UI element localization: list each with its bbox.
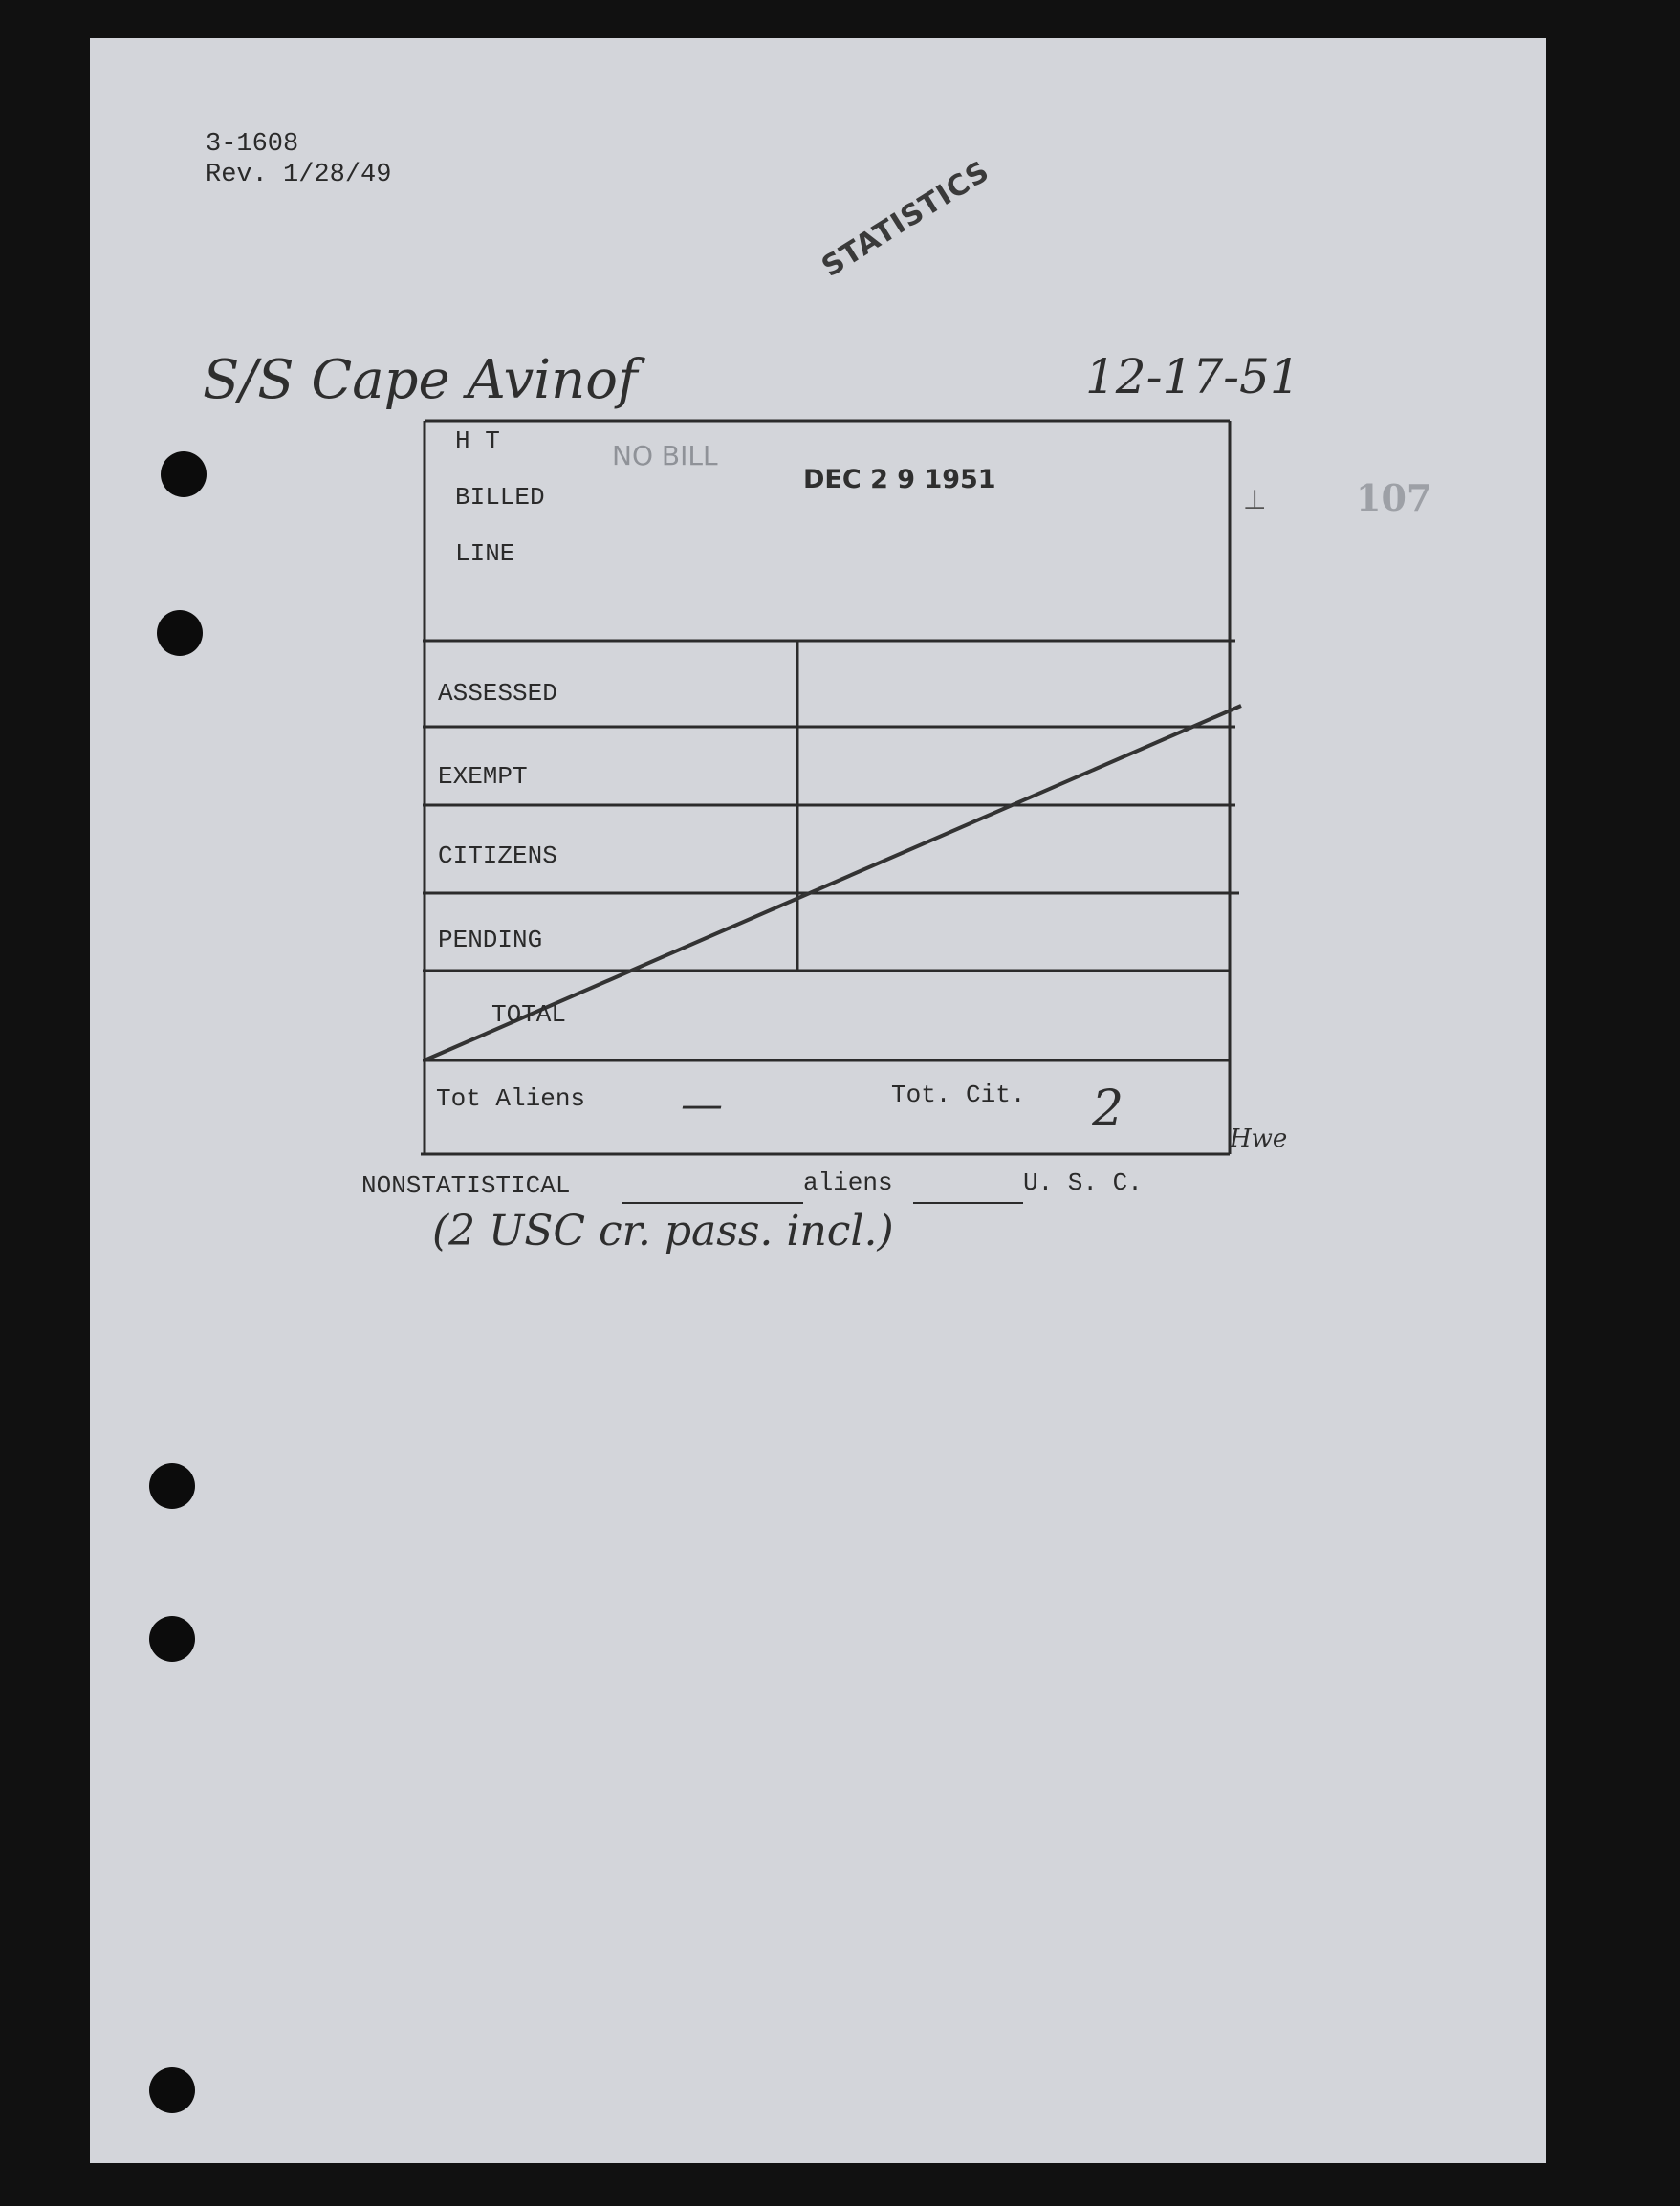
label-ht: H T [455, 426, 500, 455]
date-stamp: DEC 2 9 1951 [803, 465, 996, 494]
form-number: 3-1608 [206, 130, 299, 159]
label-usc: U. S. C. [1023, 1169, 1143, 1197]
label-exempt: EXEMPT [438, 762, 528, 791]
label-citizens: CITIZENS [438, 841, 557, 870]
label-nonstatistical: NONSTATISTICAL [361, 1171, 571, 1200]
page-number: 107 [1356, 476, 1432, 519]
label-billed: BILLED [455, 483, 545, 512]
handwritten-date: 12-17-51 [1085, 349, 1300, 404]
label-tot-aliens: Tot Aliens [436, 1084, 586, 1113]
label-pending: PENDING [438, 926, 543, 954]
handwritten-note: (2 USC cr. pass. incl.) [432, 1207, 894, 1256]
label-aliens: aliens [803, 1169, 893, 1197]
vessel-name: S/S Cape Avinof [203, 349, 638, 411]
label-line: LINE [455, 539, 515, 568]
tot-aliens-value: — [681, 1081, 723, 1129]
statistics-stamp: STATISTICS [816, 154, 996, 284]
label-total: TOTAL [491, 1000, 567, 1029]
no-bill-stamp: NO BILL [612, 440, 718, 471]
page-mark: ⊥ [1243, 484, 1267, 515]
form-revision: Rev. 1/28/49 [206, 161, 392, 189]
label-tot-cit: Tot. Cit. [891, 1081, 1026, 1109]
initials: Hwe [1230, 1125, 1288, 1153]
label-assessed: ASSESSED [438, 679, 557, 708]
tot-cit-value: 2 [1092, 1081, 1124, 1138]
